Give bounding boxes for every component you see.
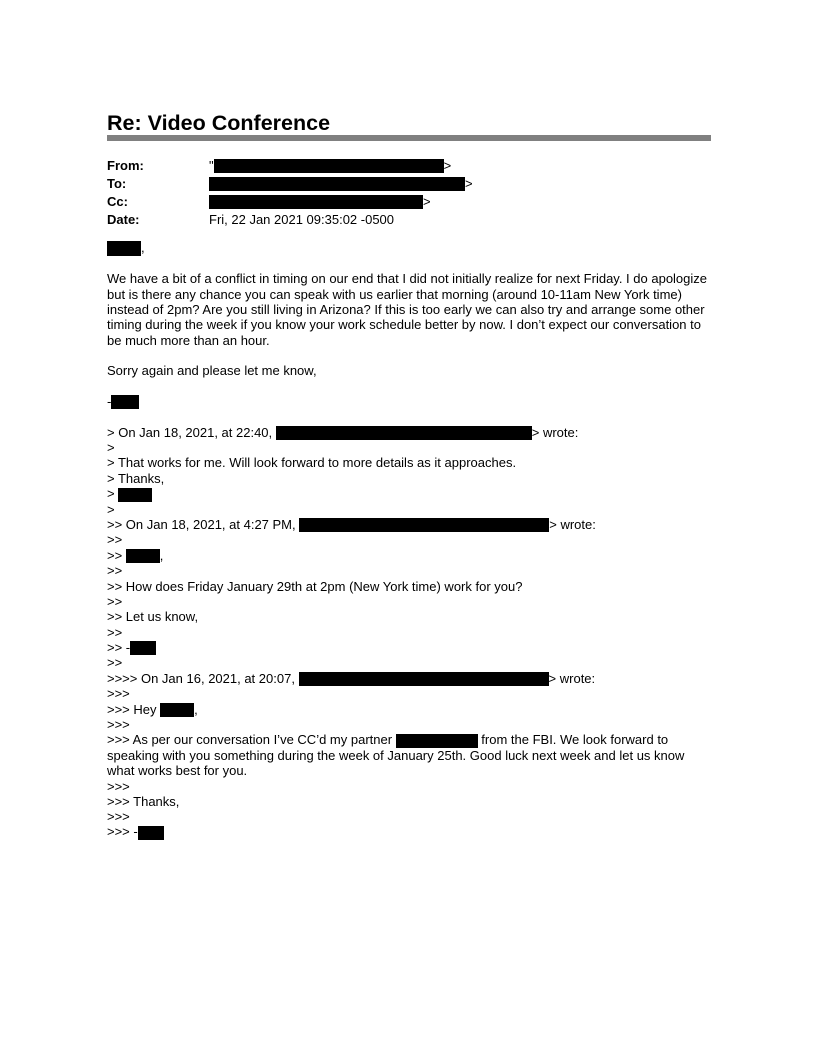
date-row	[107, 211, 473, 229]
quoted-line: > On Jan 18, 2021, at 22:40, > wrote:	[107, 424, 579, 440]
quoted-line: >>> As per our conversation I’ve CC’d my partner from the FBI. We look forward to	[107, 732, 669, 748]
greeting: ,	[107, 240, 717, 256]
redaction-box	[126, 549, 160, 563]
redaction-box	[138, 826, 164, 840]
quoted-line: >>	[107, 532, 123, 548]
quoted-line: >> On Jan 18, 2021, at 4:27 PM, > wrote:	[107, 516, 596, 532]
to-value	[209, 175, 473, 193]
quoted-line: >> How does Friday January 29th at 2pm (New York time) work for you?	[107, 578, 523, 594]
redaction-box	[118, 488, 152, 502]
quoted-line: >>> -	[107, 824, 717, 840]
quoted-line: >> -	[107, 640, 717, 656]
redaction-box	[299, 518, 549, 532]
redaction-box	[299, 672, 549, 686]
signature: -	[107, 394, 717, 410]
from-suffix: >	[443, 158, 452, 173]
from-prefix: "	[209, 158, 214, 173]
cc-suffix: >	[423, 194, 431, 209]
email-body	[107, 240, 717, 840]
from-value	[209, 157, 451, 175]
quoted-line: >>	[107, 655, 123, 671]
to-label: To:	[107, 176, 127, 191]
quoted-line: >>	[107, 563, 123, 579]
quoted-line: >	[107, 486, 717, 502]
redaction-box	[276, 426, 532, 440]
redaction-box	[111, 395, 139, 409]
body-paragraph: We have a bit of a conflict in timing on our end that I did not initially realize for next Friday. I do apologize but is there any chance you can speak with us earlier that morning (around 10-11am New York time) instead of 2pm? Are you still living in Arizona? If this is too early we can also try and arrange some other timing during the week if you know your work schedule better by now. I don’t expect our conversation to be much more than an hour.	[107, 271, 708, 348]
cc-value	[209, 193, 431, 211]
email-subject: Re: Video Conference	[107, 111, 331, 135]
cc-row	[107, 193, 473, 211]
to-row	[107, 175, 473, 193]
quoted-line: >>>	[107, 717, 130, 733]
redaction-box	[130, 641, 156, 655]
body-paragraph: Sorry again and please let me know,	[107, 363, 317, 379]
quoted-line: >>>> On Jan 16, 2021, at 20:07, > wrote:	[107, 670, 596, 686]
from-label: From:	[107, 158, 144, 173]
quoted-line: >	[107, 440, 115, 456]
quoted-line: >>	[107, 593, 123, 609]
quoted-line: >> ,	[107, 547, 164, 563]
redaction-box	[209, 177, 465, 191]
quoted-line: >>>	[107, 778, 130, 794]
quoted-line: what works best for you.	[107, 763, 248, 779]
quoted-line: >	[107, 501, 115, 517]
title-divider	[107, 135, 711, 141]
date-value: Fri, 22 Jan 2021 09:35:02 -0500	[209, 212, 395, 227]
quoted-line: > Thanks,	[107, 470, 165, 486]
quoted-line: >>> Hey ,	[107, 701, 198, 717]
email-header	[107, 157, 473, 229]
cc-label: Cc:	[107, 194, 128, 209]
from-row	[107, 157, 473, 175]
redaction-box	[209, 195, 423, 209]
redaction-box	[396, 734, 478, 748]
quoted-line: >>> Thanks,	[107, 793, 180, 809]
redaction-box	[214, 159, 444, 173]
to-suffix: >	[465, 176, 473, 191]
quoted-line: >> Let us know,	[107, 609, 199, 625]
quoted-line: speaking with you something during the week of January 25th. Good luck next week and let us know	[107, 747, 685, 763]
quoted-line: >>	[107, 624, 123, 640]
date-label: Date:	[107, 212, 140, 227]
quoted-line: >>>	[107, 809, 130, 825]
quoted-line: >>>	[107, 686, 130, 702]
redaction-box	[160, 703, 194, 717]
quoted-line: > That works for me. Will look forward to more details as it approaches.	[107, 455, 517, 471]
redaction-box	[107, 241, 141, 256]
